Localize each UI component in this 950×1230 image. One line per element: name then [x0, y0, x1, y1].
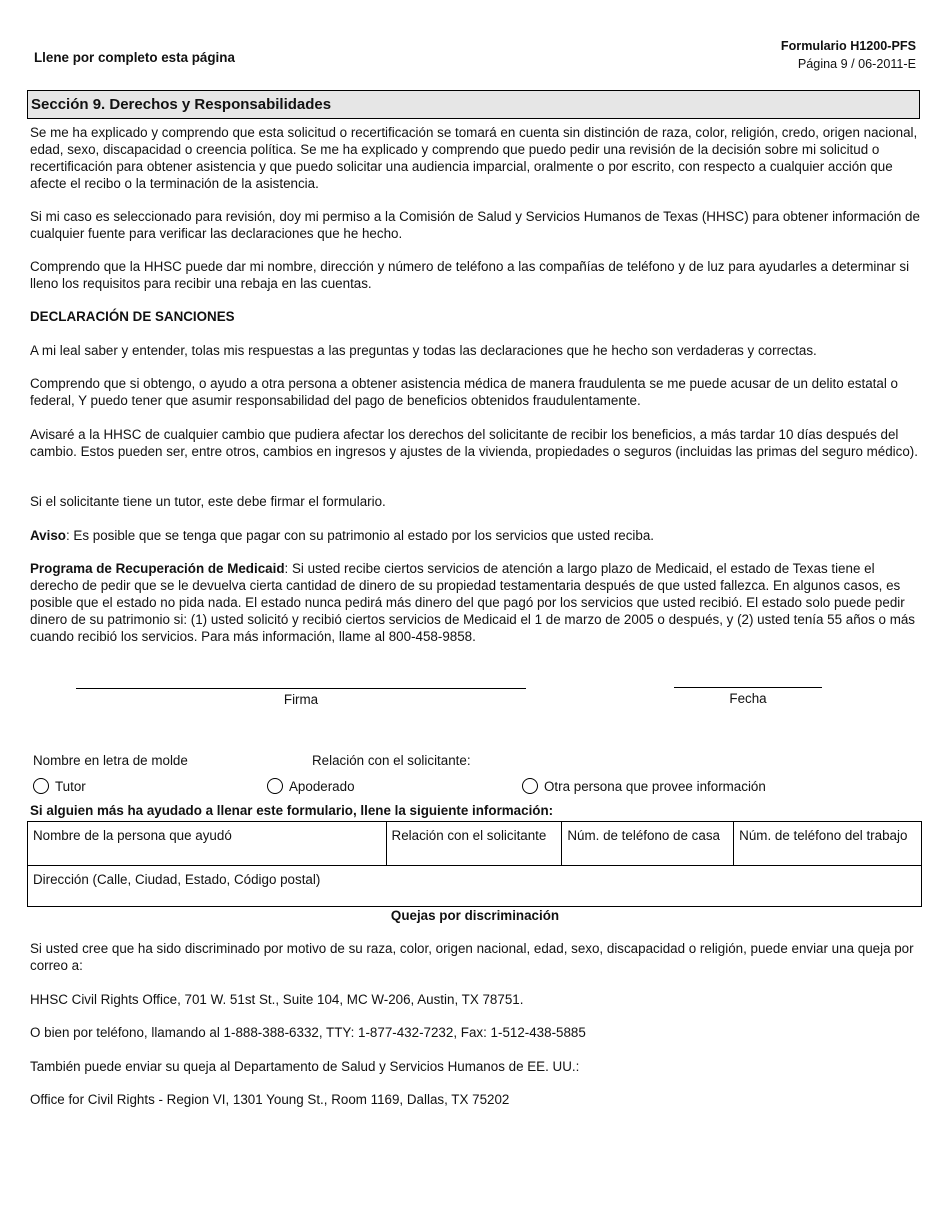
helper-work-phone-label: Núm. de teléfono del trabajo — [739, 828, 908, 843]
helper-name-field[interactable] — [28, 822, 387, 866]
tutor-label: Tutor — [55, 779, 86, 794]
rights-paragraph-2: Si mi caso es seleccionado para revisión, doy mi permiso a la Comisión de Salud y Servicios Humanos de Texas (HHSC) para obtener información de cualquier fuente para verificar las declaraciones que he hecho. — [30, 209, 920, 241]
signature-label: Firma — [283, 692, 319, 707]
option-tutor[interactable] — [33, 778, 86, 795]
complaints-address-ocr: Office for Civil Rights - Region VI, 1301 Young St., Room 1169, Dallas, TX 75202 — [30, 1092, 510, 1107]
sanctions-paragraph-4: Si el solicitante tiene un tutor, este debe firmar el formulario. — [30, 494, 386, 509]
rights-paragraph-1: Se me ha explicado y comprendo que esta solicitud o recertificación se tomará en cuenta sin distinción de raza, color, religión, credo, origen nacional, edad, sexo, discapacidad o creencia política. Se me ha explicado y comprendo que puedo pedir una revisión de la decisión sobre mi solicitud o recertificación para obtener asistencia y que puedo solicitar una audiencia imparcial, oralmente o por escrito, con respecto a cualquier acción que afecte el recibo o la terminación de la asistencia. — [30, 125, 918, 191]
apoderado-radio[interactable] — [267, 778, 283, 794]
rights-paragraph-3: Comprendo que la HHSC puede dar mi nombre, dirección y número de teléfono a las compañías de teléfono y de luz para ayudarles a determinar si lleno los requisitos para recibir una rebaja en las cuentas. — [30, 259, 910, 291]
print-name-label: Nombre en letra de molde — [33, 753, 188, 768]
helper-relation-label: Relación con el solicitante — [391, 828, 547, 843]
complaints-intro: Si usted cree que ha sido discriminado por motivo de su raza, color, origen nacional, edad, sexo, discapacidad o religión, puede enviar una queja por correo a: — [30, 941, 914, 973]
notice-label: Aviso — [30, 528, 66, 543]
notice-paragraph — [30, 527, 922, 544]
notice-text: : Es posible que se tenga que pagar con su patrimonio al estado por los servicios que usted reciba. — [65, 528, 655, 543]
helper-instruction: Si alguien más ha ayudado a llenar este formulario, llene la siguiente información: — [30, 803, 554, 818]
complaints-title: Quejas por discriminación — [390, 908, 560, 923]
complaints-federal: También puede enviar su queja al Departamento de Salud y Servicios Humanos de EE. UU.: — [30, 1059, 580, 1074]
helper-address-field[interactable] — [28, 866, 922, 907]
other-person-radio[interactable] — [522, 778, 538, 794]
helper-work-phone-field[interactable] — [734, 822, 922, 866]
complaints-address-hhsc: HHSC Civil Rights Office, 701 W. 51st St., Suite 104, MC W-206, Austin, TX 78751. — [30, 992, 524, 1007]
apoderado-label: Apoderado — [289, 779, 355, 794]
recovery-paragraph — [30, 560, 922, 645]
date-line[interactable] — [674, 687, 822, 688]
option-apoderado[interactable] — [267, 778, 355, 795]
helper-address-label: Dirección (Calle, Ciudad, Estado, Código postal) — [33, 872, 321, 887]
sanctions-heading: DECLARACIÓN DE SANCIONES — [30, 309, 235, 324]
signature-line[interactable] — [76, 688, 526, 689]
helper-name-label: Nombre de la persona que ayudó — [33, 828, 232, 843]
sanctions-paragraph-3: Avisaré a la HHSC de cualquier cambio que pudiera afectar los derechos del solicitante de recibir los beneficios, a más tardar 10 días después del cambio. Estos pueden ser, entre otros, cambios en ingresos y ajustes de la vivienda, propiedades o seguros (incluidas las primas del seguro médico). — [30, 427, 918, 459]
page-number: Página 9 / 06-2011-E — [797, 57, 916, 71]
helper-table — [27, 821, 922, 907]
helper-home-phone-label: Núm. de teléfono de casa — [567, 828, 720, 843]
sanctions-paragraph-1: A mi leal saber y entender, tolas mis respuestas a las preguntas y todas las declaraciones que he hecho son verdaderas y correctas. — [30, 343, 817, 358]
relation-label: Relación con el solicitante: — [312, 753, 471, 768]
date-label: Fecha — [729, 691, 767, 706]
option-other-person[interactable] — [522, 778, 766, 795]
other-person-label: Otra persona que provee información — [544, 779, 766, 794]
helper-relation-field[interactable] — [386, 822, 562, 866]
tutor-radio[interactable] — [33, 778, 49, 794]
sanctions-paragraph-2: Comprendo que si obtengo, o ayudo a otra persona a obtener asistencia médica de manera fraudulenta se me puede acusar de un delito estatal o federal, Y puedo tener que asumir responsabilidad del pago de beneficios obtenidos fraudulentamente. — [30, 376, 898, 408]
recovery-text: : Si usted recibe ciertos servicios de atención a largo plazo de Medicaid, el estado de Texas tiene el derecho de pedir que se le devuelva cierta cantidad de dinero de su propiedad testamentaria después de que usted fallezca. En algunos casos, es posible que el estado no pida nada. El estado nunca pedirá más dinero del que pagó por los servicios que usted recibió. El estado solo puede pedir dinero de su patrimonio si: (1) usted solicitó y recibió ciertos servicios de Medicaid el 1 de marzo de 2005 o después, y (2) usted tenía 55 años o más cuando recibió los servicios. Para más información, llame al 800-458-9858. — [30, 561, 915, 644]
recovery-label: Programa de Recuperación de Medicaid — [30, 561, 285, 576]
section-title: Sección 9. Derechos y Responsabilidades — [27, 90, 920, 119]
complaints-phone: O bien por teléfono, llamando al 1-888-388-6332, TTY: 1-877-432-7232, Fax: 1-512-438-5885 — [30, 1025, 586, 1040]
helper-home-phone-field[interactable] — [562, 822, 734, 866]
form-id: Formulario H1200-PFS — [780, 39, 916, 53]
page-instruction: Llene por completo esta página — [34, 50, 235, 65]
